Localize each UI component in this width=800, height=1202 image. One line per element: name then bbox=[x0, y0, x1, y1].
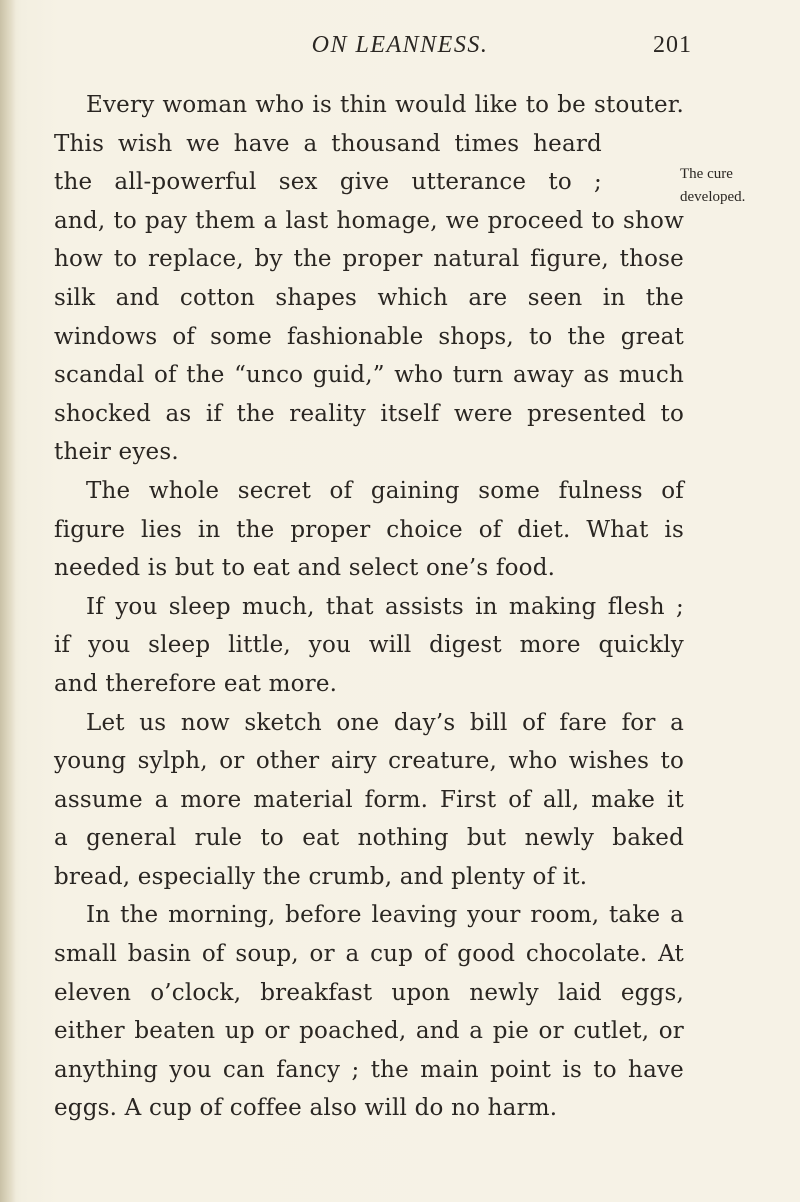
text-line: needed is but to eat and select one’s food. bbox=[54, 555, 556, 582]
text-line: and therefore eat more. bbox=[54, 670, 338, 697]
text-line: eggs. A cup of coffee also will do no harm. bbox=[54, 1095, 558, 1122]
body-text bbox=[54, 86, 684, 1128]
text-line: either beaten up or poached, and a pie or cutlet, or bbox=[54, 1018, 684, 1045]
text-line: how to replace, by the proper natural figure, those bbox=[54, 246, 684, 273]
sidenote-line-1: The cure bbox=[680, 166, 733, 182]
text-line: if you sleep little, you will digest more quickly bbox=[54, 632, 684, 659]
text-line: small basin of soup, or a cup of good chocolate. At bbox=[54, 941, 684, 968]
text-line: a general rule to eat nothing but newly baked bbox=[54, 825, 684, 852]
text-line: shocked as if the reality itself were presented to bbox=[54, 400, 684, 427]
text-line: If you sleep much, that assists in making flesh ; bbox=[86, 593, 684, 620]
text-line: This wish we have a thousand times heard bbox=[54, 130, 602, 157]
text-line: bread, especially the crumb, and plenty of it. bbox=[54, 863, 588, 890]
text-line: scandal of the “unco guid,” who turn away as much bbox=[54, 362, 684, 389]
text-line: silk and cotton shapes which are seen in the bbox=[54, 284, 684, 311]
page-gutter bbox=[0, 0, 16, 1202]
text-line: windows of some fashionable shops, to the great bbox=[54, 323, 684, 350]
text-line: Every woman who is thin would like to be stouter. bbox=[86, 92, 684, 118]
text-line: the all-powerful sex give utterance to ; bbox=[54, 169, 602, 196]
text-line: Let us now sketch one day’s bill of fare for a bbox=[86, 709, 684, 736]
sidenote-line-2: developed. bbox=[680, 189, 746, 205]
page-header bbox=[0, 28, 800, 68]
text-line: eleven o’clock, breakfast upon newly laid eggs, bbox=[54, 979, 684, 1006]
page-number: 201 bbox=[653, 32, 692, 58]
running-title: ON LEANNESS. bbox=[311, 32, 489, 58]
text-line: The whole secret of gaining some fulness of bbox=[86, 477, 684, 504]
text-line: assume a more material form. First of all, make it bbox=[54, 786, 684, 813]
text-line: young sylph, or other airy creature, who wishes to bbox=[54, 748, 684, 775]
text-line: and, to pay them a last homage, we proceed to show bbox=[54, 207, 684, 234]
text-line: In the morning, before leaving your room, take a bbox=[86, 902, 684, 929]
text-line: anything you can fancy ; the main point is to have bbox=[54, 1056, 684, 1083]
text-line: their eyes. bbox=[54, 439, 179, 466]
text-line: figure lies in the proper choice of diet. What is bbox=[54, 516, 684, 543]
